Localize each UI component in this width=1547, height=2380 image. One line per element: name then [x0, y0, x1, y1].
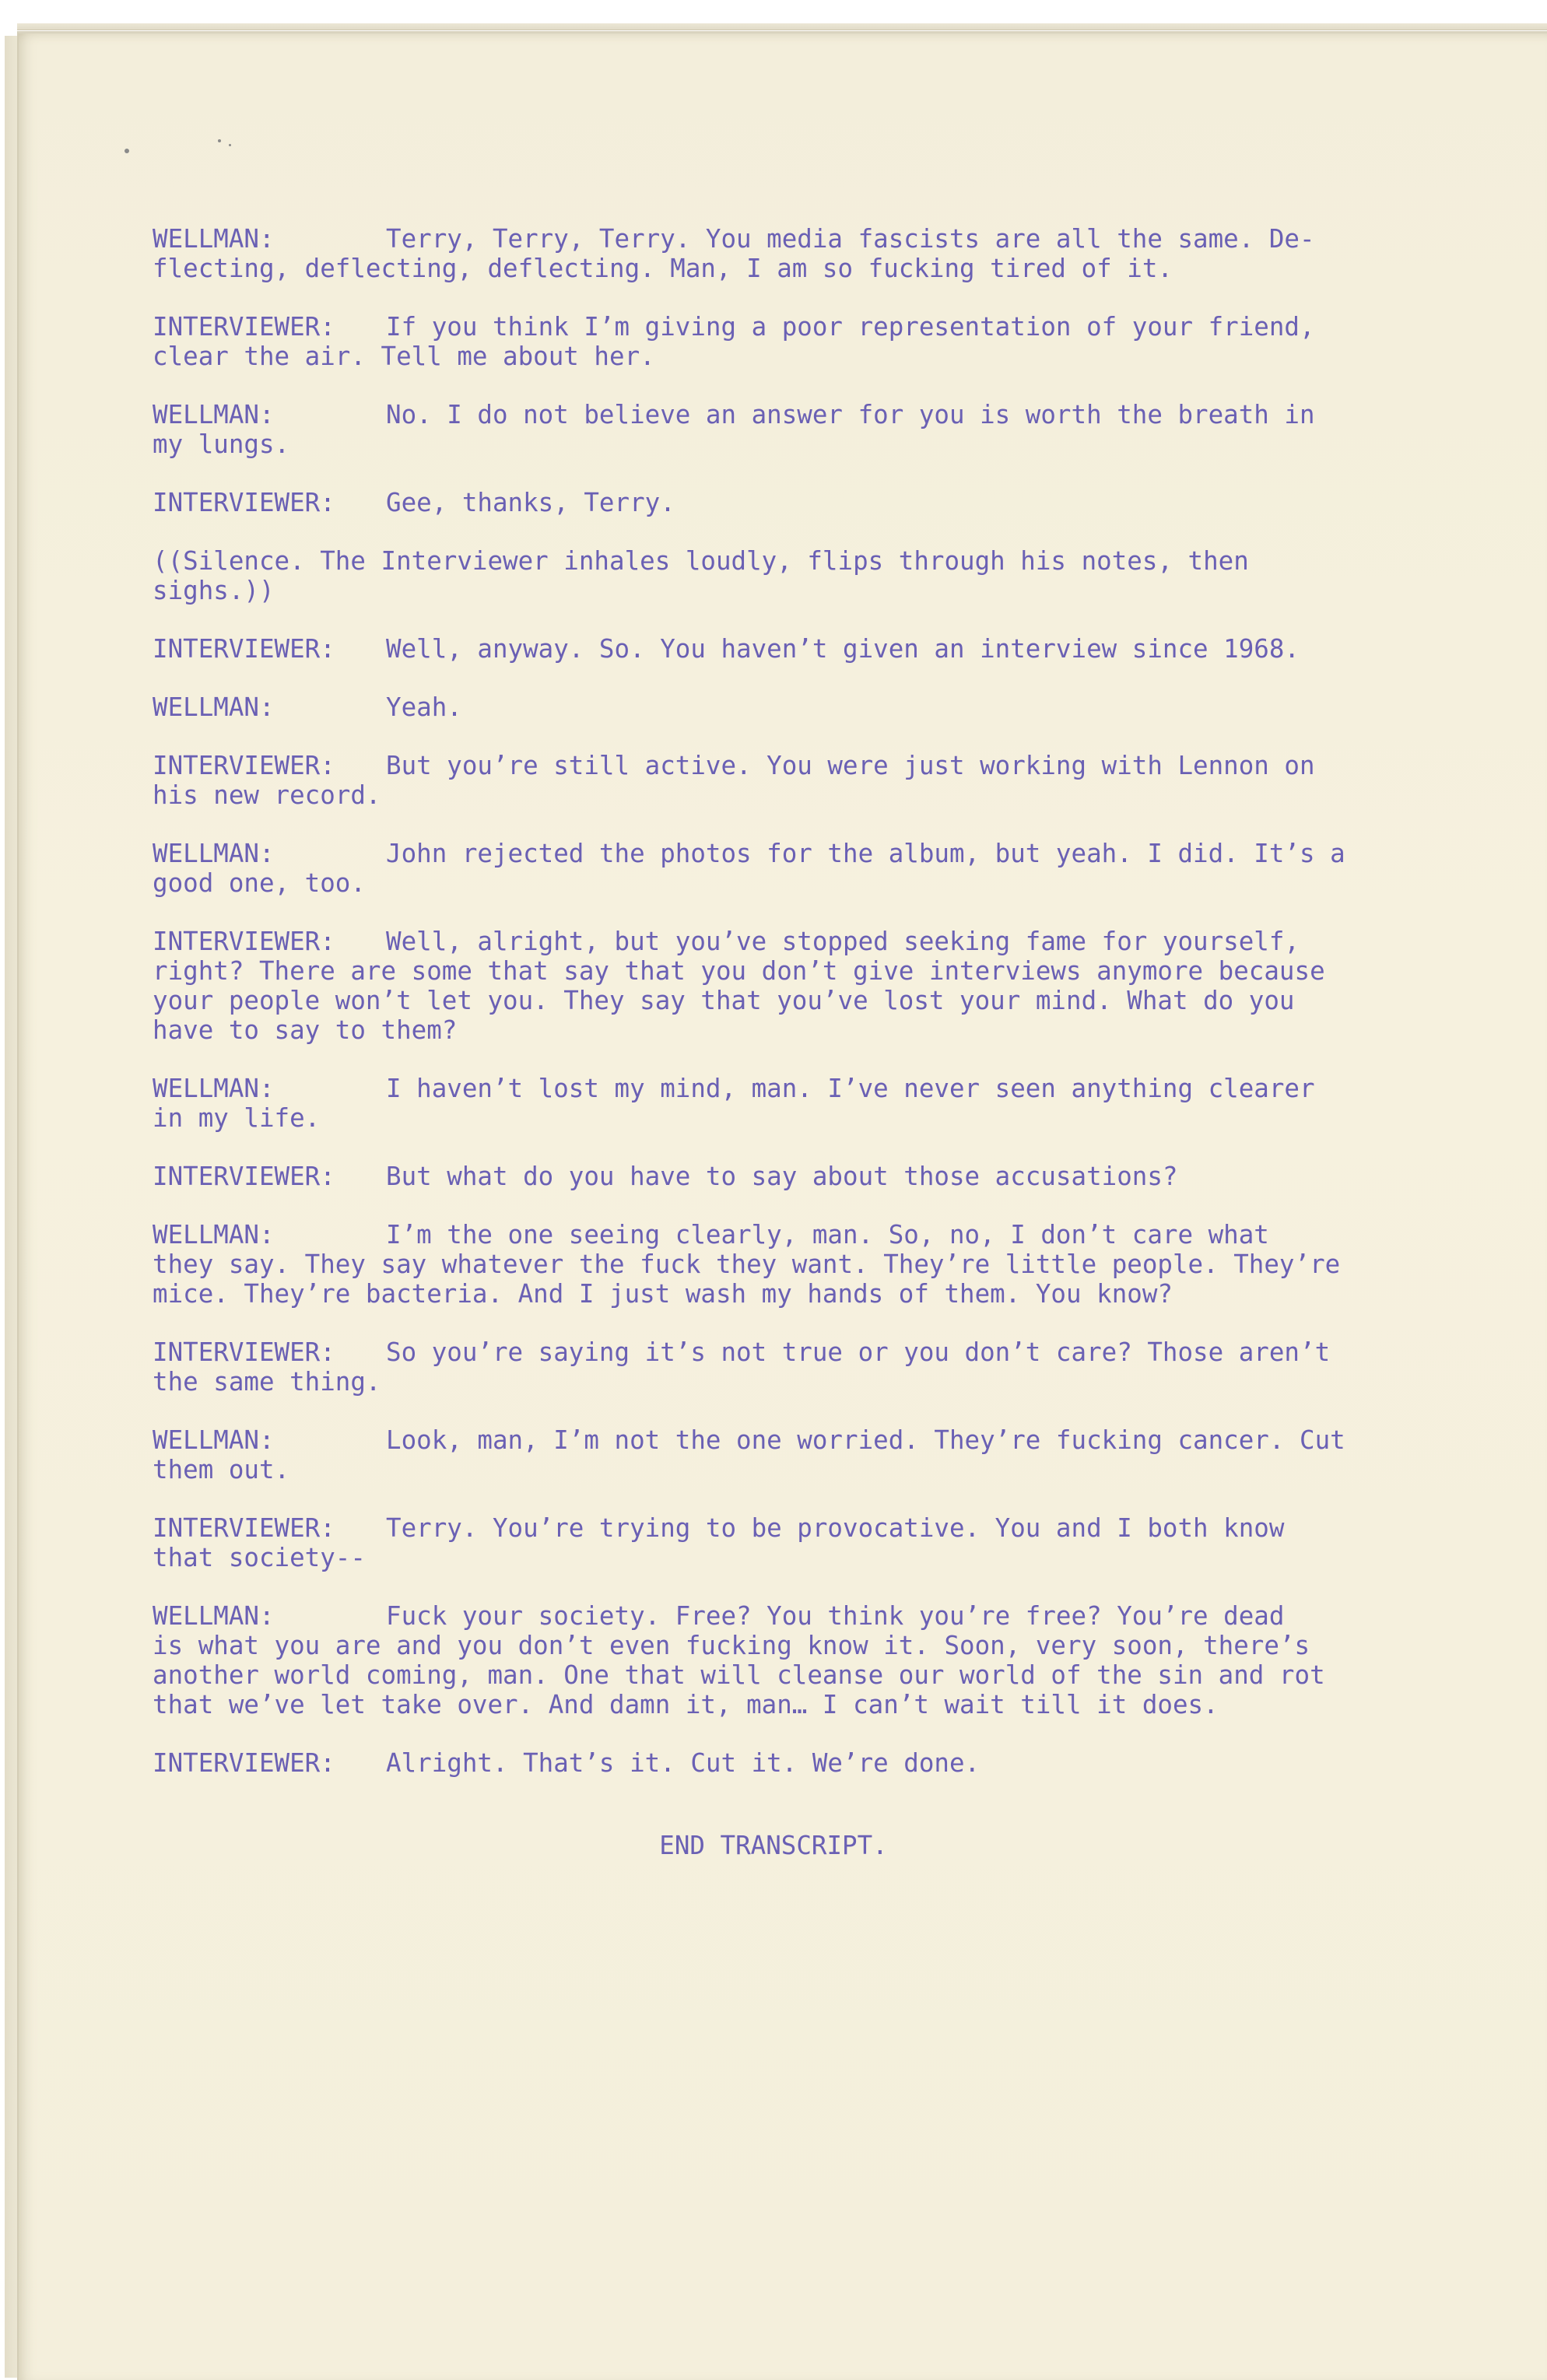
transcript-entry [153, 692, 1398, 722]
entry-text: Fuck your society. Free? You think you’re free? You’re dead is what you are and you don’t even fucking know it. Soon, very soon, there’s another world coming, man. One that will cleanse our world of the sin and rot that we’ve let take over. And damn it, man… I can’t wait till it does. [153, 1601, 1325, 1719]
speaker-label: INTERVIEWER: [153, 634, 335, 664]
transcript-entry [153, 1074, 1398, 1133]
speaker-label: INTERVIEWER: [153, 751, 335, 780]
transcript-entry [153, 1601, 1398, 1719]
entry-text: Gee, thanks, Terry. [386, 488, 675, 517]
entry-text: If you think I’m giving a poor representation of your friend, clear the air. Tell me about her. [153, 312, 1315, 371]
speaker-label: WELLMAN: [153, 1601, 275, 1631]
entry-text: John rejected the photos for the album, but yeah. I did. It’s a good one, too. [153, 839, 1345, 898]
speaker-label: WELLMAN: [153, 1425, 275, 1455]
transcript-entry [153, 927, 1398, 1045]
transcript-entry [153, 400, 1398, 459]
entry-text: Yeah. [386, 692, 462, 722]
speaker-label: WELLMAN: [153, 1220, 275, 1250]
speaker-label: INTERVIEWER: [153, 927, 335, 956]
paper-speck [229, 144, 231, 146]
transcript-entry [153, 1748, 1398, 1778]
entry-text: Terry, Terry, Terry. You media fascists are all the same. De- flecting, deflecting, deflecting. Man, I am so fucking tired of it. [153, 224, 1315, 283]
transcript-entry [153, 839, 1398, 898]
entry-text: Terry. You’re trying to be provocative. You and I both know that society-- [153, 1513, 1285, 1572]
entry-text: Look, man, I’m not the one worried. They’re fucking cancer. Cut them out. [153, 1425, 1345, 1484]
speaker-label: WELLMAN: [153, 400, 275, 429]
speaker-label: WELLMAN: [153, 224, 275, 254]
paper-edge-left [5, 36, 18, 2378]
speaker-label: INTERVIEWER: [153, 1162, 335, 1191]
speaker-label: INTERVIEWER: [153, 312, 335, 342]
speaker-label: INTERVIEWER: [153, 1748, 335, 1778]
paper-speck [125, 149, 129, 153]
speaker-label: WELLMAN: [153, 1074, 275, 1103]
transcript-entry [153, 488, 1398, 517]
entry-text: I haven’t lost my mind, man. I’ve never seen anything clearer in my life. [153, 1074, 1315, 1133]
transcript-entry [153, 312, 1398, 371]
entry-text: No. I do not believe an answer for you is worth the breath in my lungs. [153, 400, 1315, 459]
entry-text: Well, alright, but you’ve stopped seeking fame for yourself, right? There are some that say that you don’t give interviews anymore because your people won’t let you. They say that you’ve lost your mind. What do you have to say to them? [153, 927, 1325, 1045]
entry-text: But what do you have to say about those accusations? [386, 1162, 1178, 1191]
transcript-entry [153, 1220, 1398, 1309]
stage-direction: ((Silence. The Interviewer inhales loudly, flips through his notes, then sighs.)) [153, 546, 1249, 605]
speaker-label: WELLMAN: [153, 839, 275, 868]
entry-text: But you’re still active. You were just working with Lennon on his new record. [153, 751, 1315, 810]
transcript-entry [153, 751, 1398, 810]
transcript-entry [153, 1513, 1398, 1572]
entry-text: So you’re saying it’s not true or you don’t care? Those aren’t the same thing. [153, 1337, 1331, 1397]
transcript-entry [153, 634, 1398, 664]
transcript-entry [153, 1337, 1398, 1397]
entry-text: Well, anyway. So. You haven’t given an interview since 1968. [386, 634, 1300, 664]
speaker-label: INTERVIEWER: [153, 1337, 335, 1367]
paper-speck [218, 139, 221, 142]
speaker-label: INTERVIEWER: [153, 1513, 335, 1543]
transcript-entry [153, 1425, 1398, 1484]
entry-text: Alright. That’s it. Cut it. We’re done. [386, 1748, 980, 1778]
speaker-label: INTERVIEWER: [153, 488, 335, 517]
paper-edge-top [17, 23, 1547, 30]
speaker-label: WELLMAN: [153, 692, 275, 722]
transcript-body [153, 224, 1398, 1807]
transcript-entry [153, 1162, 1398, 1191]
transcript-entry [153, 224, 1398, 283]
entry-text: I’m the one seeing clearly, man. So, no, I don’t care what they say. They say whatever the fuck they want. They’re little people. They’re mice. They’re bacteria. And I just wash my hands of them. You know? [153, 1220, 1341, 1309]
end-transcript-label: END TRANSCRIPT. [659, 1831, 888, 1860]
